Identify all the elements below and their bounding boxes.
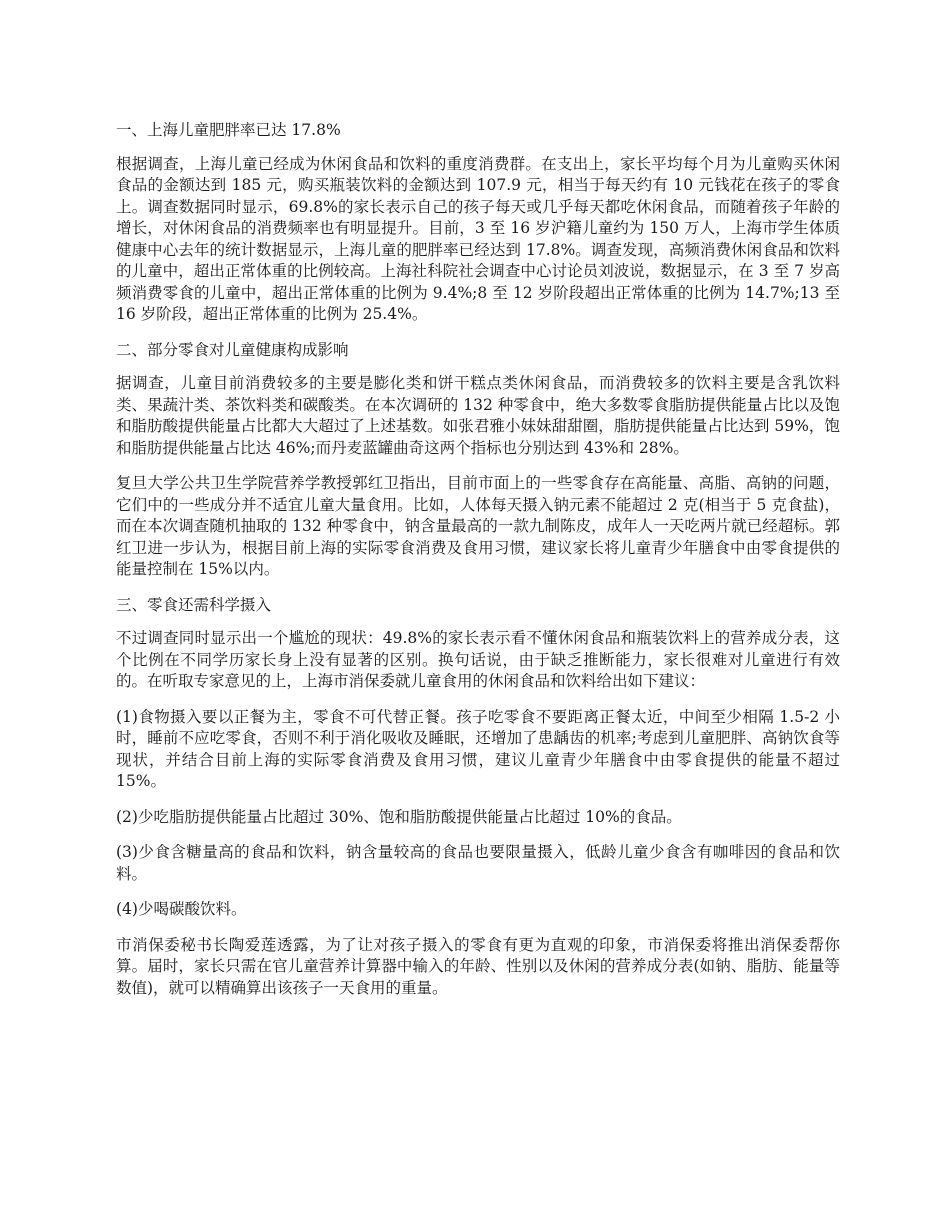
section-3-paragraph-2: 市消保委秘书长陶爱莲透露，为了让对孩子摄入的零食有更为直观的印象，市消保委将推出消保委帮你算。届时，家长只需在官儿童营养计算器中输入的年龄、性别以及休闲的营养成分表(如钠、脂肪、能量等数值)，就可以精确算出该孩子一天食用的重量。 [116,935,840,997]
suggestion-item-2: (2)少吃脂肪提供能量占比超过 30%、饱和脂肪酸提供能量占比超过 10%的食品。 [116,807,682,826]
section-2-heading: 二、部分零食对儿童健康构成影响 [116,340,349,359]
suggestion-item-1: (1)食物摄入要以正餐为主，零食不可代替正餐。孩子吃零食不要距离正餐太近，中间至少相隔 1.5-2 小时，睡前不应吃零食，否则不利于消化吸收及睡眠，还增加了患龋齿的机率;考虑到儿童肥胖、高钠饮食等现状，并结合目前上海的实际零食消费及食用习惯，建议儿童青少年膳食中由零食提供的能量不超过 15%。 [116,707,840,790]
section-3-paragraph-1: 不过调查同时显示出一个尴尬的现状：49.8%的家长表示看不懂休闲食品和瓶装饮料上的营养成分表，这个比例在不同学历家长身上没有显著的区别。换句话说，由于缺乏推断能力，家长很难对儿童进行有效的。在听取专家意见的上，上海市消保委就儿童食用的休闲食品和饮料给出如下建议： [116,629,840,690]
section-2-paragraph-2: 复旦大学公共卫生学院营养学教授郭红卫指出，目前市面上的一些零食存在高能量、高脂、高钠的问题，它们中的一些成分并不适宜儿童大量食用。比如，人体每天摄入钠元素不能超过 2 克(相当于 5 克食盐)，而在本次调查随机抽取的 132 种零食中，钠含量最高的一款九制陈皮，成年人一天吃两片就已经超标。郭红卫进一步认为，根据目前上海的实际零食消费及食用习惯，建议家长将儿童青少年膳食中由零食提供的能量控制在 15%以内。 [116,474,840,578]
document-body [116,120,840,1013]
section-3-heading: 三、零食还需科学摄入 [116,595,272,614]
section-1-heading: 一、上海儿童肥胖率已达 17.8% [116,121,341,139]
section-1-paragraph-1: 根据调查，上海儿童已经成为休闲食品和饮料的重度消费群。在支出上，家长平均每个月为儿童购买休闲食品的金额达到 185 元，购买瓶装饮料的金额达到 107.9 元，相当于每天约有 10 元钱花在孩子的零食上。调查数据同时显示，69.8%的家长表示自己的孩子每天或几乎每天都吃休闲食品，而随着孩子年龄的增长，对休闲食品的消费频率也有明显提升。目前，3 至 16 岁沪籍儿童约为 150 万人，上海市学生体质健康中心去年的统计数据显示，上海儿童的肥胖率已经达到 17.8%。调查发现，高频消费休闲食品和饮料的儿童中，超出正常体重的比例较高。上海社科院社会调查中心讨论员刘波说，数据显示，在 3 至 7 岁高频消费零食的儿童中，超出正常体重的比例为 9.4%;8 至 12 岁阶段超出正常体重的比例为 14.7%;13 至 16 岁阶段，超出正常体重的比例为 25.4%。 [116,154,840,323]
suggestion-item-4: (4)少喝碳酸饮料。 [116,900,247,918]
suggestion-item-3: (3)少食含糖量高的食品和饮料，钠含量较高的食品也要限量摄入，低龄儿童少食含有咖啡因的食品和饮料。 [116,843,840,883]
section-2-paragraph-1: 据调查，儿童目前消费较多的主要是膨化类和饼干糕点类休闲食品，而消费较多的饮料主要是含乳饮料类、果蔬汁类、茶饮料类和碳酸类。在本次调研的 132 种零食中，绝大多数零食脂肪提供能量占比以及饱和脂肪酸提供能量占比都大大超过了上述基数。如张君雅小妹妹甜甜圈，脂肪提供能量占比达到 59%，饱和脂肪提供能量占比达 46%;而丹麦蓝罐曲奇这两个指标也分别达到 43%和 28%。 [116,374,840,457]
